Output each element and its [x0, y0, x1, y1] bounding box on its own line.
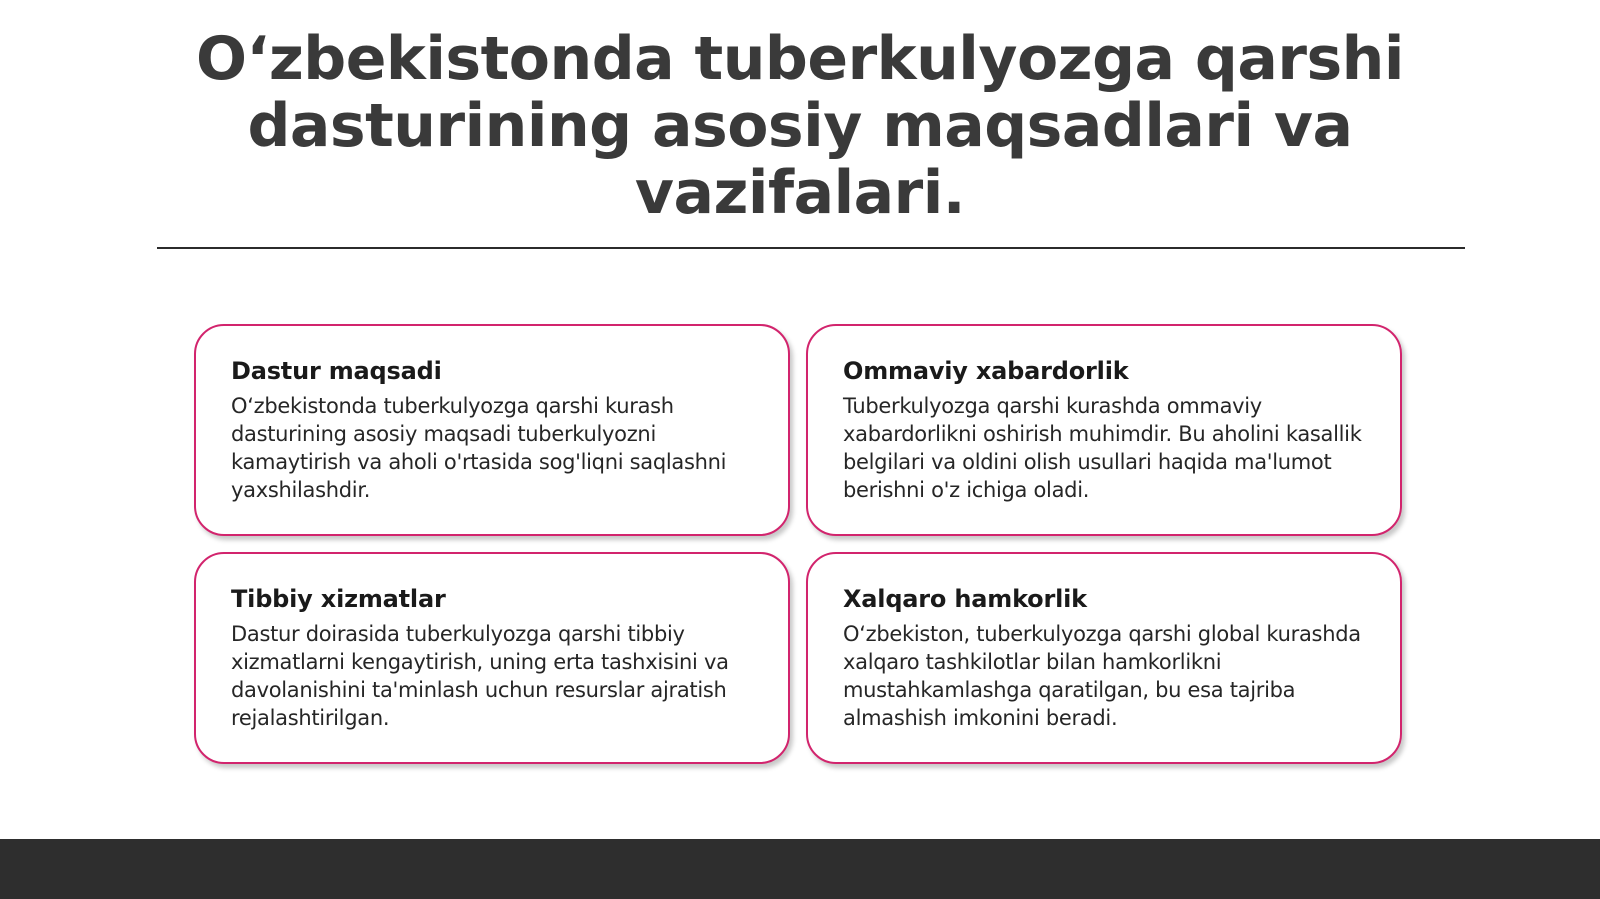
card-text: Tuberkulyozga qarshi kurashda ommaviy xabardorlikni oshirish muhimdir. Bu aholini kasallik belgilari va oldini olish usullari haqida ma'lumot berishni o'z ichiga oladi. [843, 394, 1362, 502]
card-xalqaro-hamkorlik [806, 552, 1402, 764]
slide-title: O‘zbekistonda tuberkulyozga qarshi dasturining asosiy maqsadlari va vazifalari. [196, 24, 1404, 228]
card-tibbiy-xizmatlar [194, 552, 790, 764]
footer-bar [0, 839, 1600, 899]
card-text: Dastur doirasida tuberkulyozga qarshi tibbiy xizmatlarni kengaytirish, uning erta tashxisini va davolanishini ta'minlash uchun resurslar ajratish rejalashtirilgan. [231, 622, 729, 730]
card-text: O‘zbekistonda tuberkulyozga qarshi kurash dasturining asosiy maqsadi tuberkulyozni kamaytirish va aholi o'rtasida sog'liqni saqlashni yaxshilashdir. [231, 394, 727, 502]
card-dastur-maqsadi [194, 324, 790, 536]
card-heading: Ommaviy xabardorlik [843, 357, 1129, 385]
card-heading: Xalqaro hamkorlik [843, 585, 1087, 613]
card-heading: Tibbiy xizmatlar [231, 585, 446, 613]
card-ommaviy-xabardorlik [806, 324, 1402, 536]
card-text: O‘zbekiston, tuberkulyozga qarshi global kurashda xalqaro tashkilotlar bilan hamkorlikni mustahkamlashga qaratilgan, bu esa tajriba almashish imkonini beradi. [843, 622, 1361, 730]
card-heading: Dastur maqsadi [231, 357, 442, 385]
title-divider [157, 247, 1465, 249]
